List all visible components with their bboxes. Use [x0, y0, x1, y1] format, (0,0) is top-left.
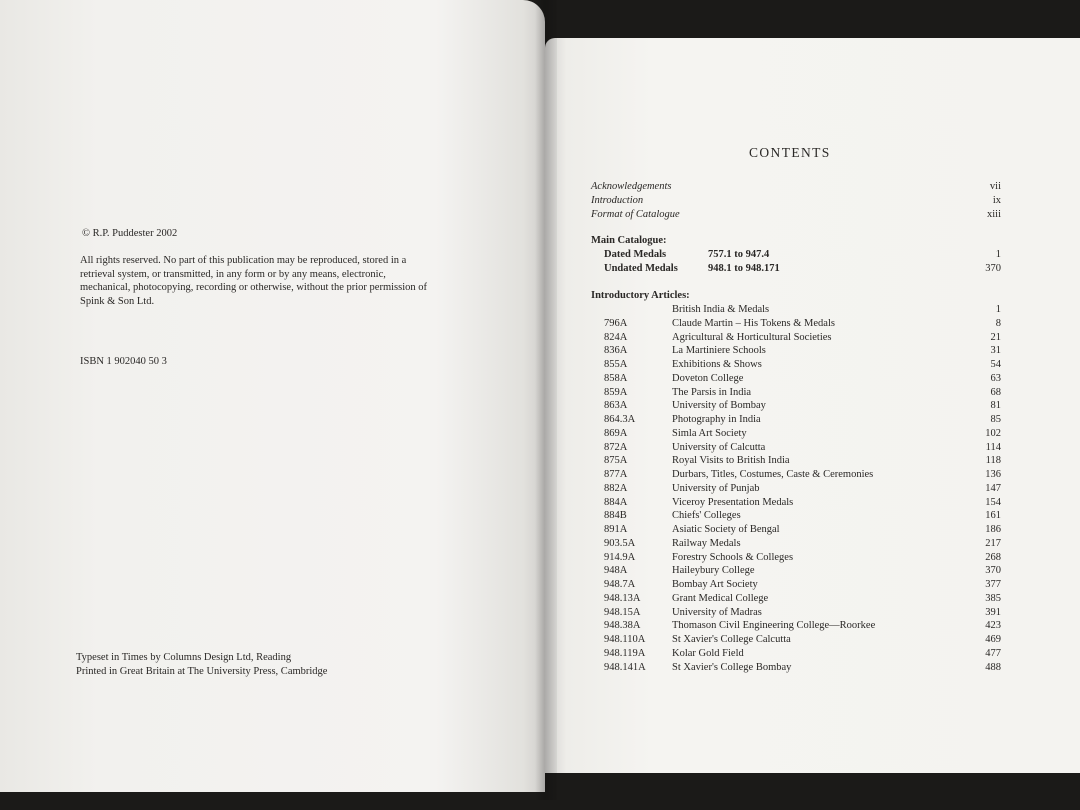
article-title: The Parsis in India: [672, 386, 752, 398]
rights-line: Spink & Son Ltd.: [80, 295, 155, 307]
article-row: [591, 606, 1001, 620]
toc-page: 1: [995, 249, 1001, 260]
article-row: [591, 303, 1001, 317]
article-page: 1: [995, 304, 1001, 315]
article-title: Royal Visits to British India: [672, 455, 790, 467]
article-page: 391: [985, 606, 1001, 618]
toc-label: Format of Catalogue: [591, 209, 680, 220]
article-row: [591, 661, 1001, 675]
article-title: Haileybury College: [672, 565, 755, 577]
article-row: [591, 372, 1001, 386]
article-title: Asiatic Society of Bengal: [672, 524, 780, 535]
article-row: [591, 317, 1001, 331]
article-code: 884B: [604, 510, 627, 522]
article-row: [591, 523, 1001, 537]
article-row: [591, 619, 1001, 633]
catalogue-label: Dated Medals: [604, 249, 667, 260]
contents-title: CONTENTS: [749, 145, 831, 160]
rights-line: mechanical, photocopying, recording or otherwise, without the prior permission of: [80, 282, 427, 293]
toc-page: ix: [992, 195, 1001, 206]
article-code: 824A: [604, 331, 628, 343]
article-row: [591, 592, 1001, 606]
left-page: [0, 0, 545, 792]
article-page: 136: [985, 469, 1001, 480]
article-page: 154: [985, 496, 1001, 508]
article-row: [591, 564, 1001, 578]
toc-label: Introduction: [591, 195, 644, 206]
article-page: 81: [990, 400, 1001, 412]
article-page: 114: [985, 441, 1001, 453]
article-code: 863A: [604, 400, 628, 412]
article-row: [591, 331, 1001, 345]
rights-line: retrieval system, or transmitted, in any form or by any means, electronic,: [80, 268, 386, 280]
catalogue-row: [591, 248, 1001, 262]
article-title: University of Punjab: [672, 482, 760, 494]
isbn: ISBN 1 902040 50 3: [80, 356, 167, 367]
catalogue-row: [591, 262, 1001, 276]
article-page: 8: [995, 317, 1001, 329]
article-page: 68: [990, 386, 1001, 398]
article-page: 268: [985, 551, 1001, 563]
article-title: Photography in India: [672, 414, 761, 425]
section-heading: Main Catalogue:: [591, 235, 667, 246]
article-code: 948.110A: [604, 634, 646, 645]
article-row: [591, 454, 1001, 468]
article-title: Grant Medical College: [672, 592, 769, 604]
article-row: [591, 413, 1001, 427]
article-title: Doveton College: [672, 372, 744, 384]
article-code: 884A: [604, 496, 628, 508]
article-row: [591, 468, 1001, 482]
article-code: 869A: [604, 427, 628, 439]
rights-statement: [80, 254, 500, 308]
article-title: Chiefs' Colleges: [672, 510, 741, 522]
article-code: 859A: [604, 386, 628, 398]
article-page: 488: [985, 661, 1001, 673]
article-title: Claude Martin – His Tokens & Medals: [672, 317, 835, 329]
article-row: [591, 358, 1001, 372]
article-code: 948.15A: [604, 606, 641, 618]
section-heading: Introductory Articles:: [591, 290, 690, 301]
article-page: 118: [985, 455, 1001, 467]
article-code: 948.141A: [604, 661, 646, 673]
printer-credit: Printed in Great Britain at The University Press, Cambridge: [76, 666, 328, 677]
article-title: St Xavier's College Bombay: [672, 661, 792, 673]
article-row: [591, 551, 1001, 565]
article-row: [591, 399, 1001, 413]
article-page: 377: [985, 579, 1001, 590]
article-row: [591, 344, 1001, 358]
article-code: 877A: [604, 469, 628, 480]
article-code: 796A: [604, 317, 628, 329]
article-code: 948A: [604, 565, 628, 577]
article-page: 186: [985, 524, 1001, 535]
toc-label: Acknowledgements: [591, 181, 672, 192]
article-row: [591, 633, 1001, 647]
article-page: 63: [990, 372, 1001, 384]
article-code: 948.7A: [604, 579, 636, 590]
article-title: Forestry Schools & Colleges: [672, 551, 794, 563]
catalogue-range: 948.1 to 948.171: [708, 263, 780, 274]
article-page: 469: [985, 634, 1001, 645]
toc-front-row: [591, 208, 1001, 222]
article-code: 836A: [604, 345, 628, 357]
article-title: Simla Art Society: [672, 427, 747, 439]
article-row: [591, 509, 1001, 523]
toc-page: vii: [989, 181, 1001, 192]
article-page: 423: [985, 620, 1001, 632]
article-code: 855A: [604, 359, 628, 370]
article-row: [591, 496, 1001, 510]
article-title: Thomason Civil Engineering College—Roorkee: [672, 620, 876, 632]
article-page: 217: [985, 537, 1001, 549]
article-title: University of Madras: [672, 606, 762, 618]
catalogue-label: Undated Medals: [604, 263, 678, 274]
article-row: [591, 647, 1001, 661]
article-title: Agricultural & Horticultural Societies: [672, 331, 832, 343]
article-row: [591, 427, 1001, 441]
article-page: 102: [985, 427, 1001, 439]
article-title: University of Bombay: [672, 400, 766, 412]
article-code: 872A: [604, 441, 628, 453]
article-code: 948.119A: [604, 647, 646, 659]
catalogue-range: 757.1 to 947.4: [708, 249, 770, 260]
article-page: 147: [985, 482, 1001, 494]
article-title: La Martiniere Schools: [672, 345, 766, 357]
article-page: 477: [985, 647, 1001, 659]
article-row: [591, 441, 1001, 455]
article-title: University of Calcutta: [672, 441, 766, 453]
copyright-notice: © R.P. Puddester 2002: [82, 228, 178, 239]
toc-front-row: [591, 194, 1001, 208]
article-page: 385: [985, 592, 1001, 604]
article-row: [591, 578, 1001, 592]
toc-page: xiii: [986, 209, 1001, 220]
article-page: 21: [990, 331, 1001, 343]
article-row: [591, 386, 1001, 400]
article-title: Bombay Art Society: [672, 579, 758, 590]
toc-page: 370: [985, 263, 1001, 274]
article-title: Viceroy Presentation Medals: [672, 496, 794, 508]
article-title: St Xavier's College Calcutta: [672, 634, 791, 645]
article-code: 903.5A: [604, 537, 636, 549]
article-title: Durbars, Titles, Costumes, Caste & Ceremonies: [672, 469, 874, 480]
article-row: [591, 537, 1001, 551]
toc-front-row: [591, 180, 1001, 194]
article-title: British India & Medals: [672, 304, 770, 315]
article-code: 891A: [604, 524, 628, 535]
article-title: Kolar Gold Field: [672, 647, 744, 659]
main-catalogue-heading-row: [591, 234, 1001, 248]
article-title: Exhibitions & Shows: [672, 359, 762, 370]
article-page: 54: [990, 359, 1001, 370]
article-page: 85: [990, 414, 1001, 425]
introductory-heading-row: [591, 289, 1001, 303]
article-code: 914.9A: [604, 551, 636, 563]
article-code: 948.13A: [604, 592, 641, 604]
article-row: [591, 482, 1001, 496]
rights-line: All rights reserved. No part of this publication may be reproduced, stored in a: [80, 255, 407, 266]
article-code: 875A: [604, 455, 628, 467]
article-code: 948.38A: [604, 620, 641, 632]
article-page: 31: [990, 345, 1001, 357]
typeset-credit: Typeset in Times by Columns Design Ltd, Reading: [76, 652, 292, 663]
article-code: 882A: [604, 482, 628, 494]
article-title: Railway Medals: [672, 537, 741, 549]
article-page: 370: [985, 565, 1001, 577]
article-code: 864.3A: [604, 414, 636, 425]
article-code: 858A: [604, 372, 628, 384]
article-page: 161: [985, 510, 1001, 522]
